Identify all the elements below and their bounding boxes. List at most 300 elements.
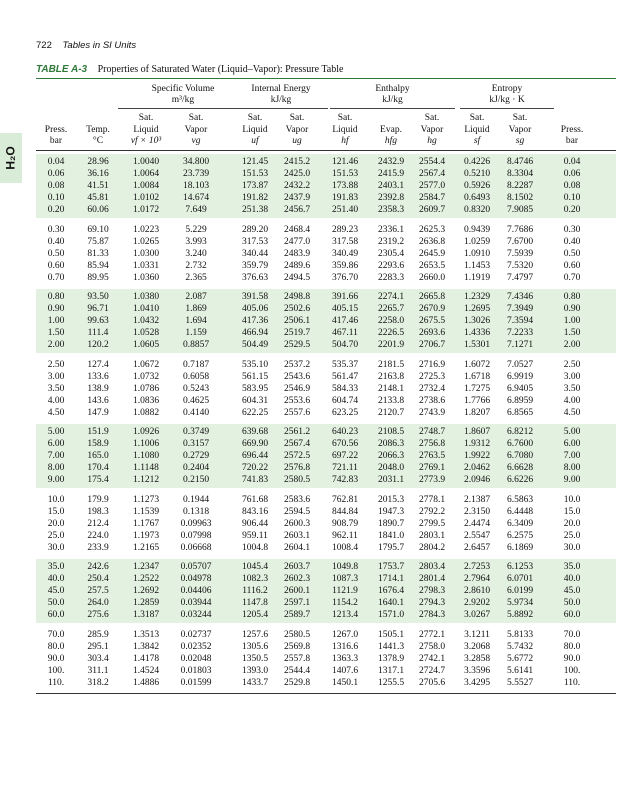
cell-temp: 198.3	[87, 506, 109, 517]
cell-press: 6.00	[47, 439, 65, 449]
cell-hfg: 2358.3	[377, 205, 405, 215]
cell-temp: 41.51	[87, 181, 109, 191]
cell-press-right: 25.0	[563, 530, 581, 541]
cell-vf: 1.0084	[132, 181, 160, 191]
cell-hf: 1154.2	[332, 598, 358, 608]
cell-vf: 1.0882	[132, 407, 160, 418]
cell-vf: 1.2692	[132, 586, 160, 596]
cell-ug: 2529.8	[283, 677, 311, 688]
cell-press-right: 110.	[563, 677, 581, 688]
cell-press-right: 40.0	[563, 574, 581, 584]
cell-temp: 143.6	[87, 395, 109, 406]
cell-hfg: 1317.1	[377, 665, 405, 676]
cell-vf: 1.0265	[132, 236, 160, 247]
cell-uf: 1004.8	[241, 542, 269, 553]
table-row	[36, 641, 616, 653]
cell-sf: 1.8607	[463, 427, 491, 437]
cell-vf: 1.4178	[132, 653, 160, 664]
col-head-line: Sat.	[138, 113, 154, 123]
cell-vf: 1.1212	[132, 475, 160, 485]
table-row	[36, 573, 616, 585]
cell-hg: 2693.6	[418, 328, 446, 338]
cell-vg: 0.05707	[180, 562, 212, 572]
cell-sf: 1.6718	[463, 371, 491, 382]
cell-hg: 2784.3	[418, 610, 446, 620]
cell-hg: 2567.4	[418, 169, 446, 179]
cell-vf: 1.0380	[132, 292, 160, 302]
cell-press: 4.50	[47, 407, 65, 418]
cell-press-right: 0.08	[563, 181, 581, 191]
cell-hg: 2794.3	[418, 598, 446, 608]
cell-ug: 2603.7	[283, 562, 311, 572]
cell-ug: 2529.5	[283, 340, 311, 350]
group-head-line: Internal Energy	[251, 84, 311, 94]
cell-vg: 0.8857	[182, 340, 210, 350]
cell-ug: 2583.6	[283, 494, 311, 505]
cell-press: 0.80	[47, 292, 65, 302]
cell-hfg: 1441.3	[377, 641, 405, 652]
cell-temp: 93.50	[87, 292, 109, 302]
cell-press: 0.70	[47, 272, 65, 283]
col-head-line: vg	[191, 136, 201, 146]
page-header	[36, 40, 136, 51]
cell-sg: 6.7600	[506, 439, 534, 449]
col-head-line: Liquid	[242, 124, 268, 135]
cell-sg: 7.2233	[506, 328, 534, 338]
col-head-line	[548, 113, 596, 125]
cell-temp: 224.0	[87, 530, 109, 541]
cell-vg: 0.01599	[180, 677, 212, 688]
cell-sg: 6.7080	[506, 451, 534, 461]
cell-vf: 1.1273	[132, 494, 160, 505]
cell-sg: 6.9919	[506, 371, 534, 382]
cell-press: 25.0	[47, 530, 65, 541]
cell-temp: 295.1	[87, 641, 109, 652]
table-row	[36, 494, 616, 506]
cell-sg: 5.9734	[506, 598, 534, 608]
cell-temp: 264.0	[87, 598, 109, 608]
cell-vg: 1.694	[185, 316, 207, 326]
cell-vg: 0.1944	[182, 494, 210, 505]
cell-sf: 1.9922	[463, 451, 491, 461]
cell-sg: 6.6628	[506, 463, 534, 473]
cell-hg: 2609.7	[418, 205, 446, 215]
cell-sg: 7.4797	[506, 272, 534, 283]
cell-sf: 2.3150	[463, 506, 491, 517]
table-caption	[36, 64, 343, 75]
cell-hfg: 1505.1	[377, 629, 405, 640]
cell-ug: 2543.6	[283, 371, 311, 382]
cell-sg: 7.6700	[506, 236, 534, 247]
cell-vg: 0.06668	[180, 542, 212, 553]
cell-hg: 2738.6	[418, 395, 446, 406]
cell-press-right: 80.0	[563, 641, 581, 652]
cell-hfg: 2226.5	[377, 328, 405, 338]
cell-press-right: 4.50	[563, 407, 581, 418]
cell-ug: 2557.6	[283, 407, 311, 418]
cell-hfg: 2163.8	[377, 371, 405, 382]
cell-press: 50.0	[47, 598, 65, 608]
cell-sf: 1.0259	[463, 236, 491, 247]
cell-press: 0.20	[47, 205, 65, 215]
col-head-line: Sat.	[512, 113, 528, 123]
cell-sf: 3.4295	[463, 677, 491, 688]
cell-sf: 3.0267	[463, 610, 491, 620]
cell-vg: 0.01803	[180, 665, 212, 676]
col-head-press	[32, 113, 80, 148]
table-row	[36, 395, 616, 407]
cell-uf: 504.49	[241, 340, 269, 350]
cell-hf: 721.11	[332, 463, 358, 473]
cell-press-right: 60.0	[563, 610, 581, 620]
table-row	[36, 677, 616, 689]
cell-press-right: 5.00	[563, 427, 581, 437]
cell-hfg: 1841.0	[377, 530, 405, 541]
cell-uf: 669.90	[241, 439, 269, 449]
cell-hg: 2742.1	[418, 653, 446, 664]
cell-hg: 2645.9	[418, 248, 446, 259]
cell-press: 0.40	[47, 236, 65, 247]
table-row	[36, 180, 616, 192]
cell-hfg: 1890.7	[377, 518, 405, 529]
cell-sf: 1.1919	[463, 272, 491, 283]
cell-temp: 212.4	[87, 518, 109, 529]
cell-vg: 0.2729	[182, 451, 210, 461]
cell-hf: 535.37	[331, 359, 359, 370]
cell-sg: 7.3949	[506, 304, 534, 314]
cell-hf: 1407.6	[331, 665, 359, 676]
col-head-line: Sat.	[337, 113, 353, 123]
cell-vf: 1.0605	[132, 340, 160, 350]
cell-ug: 2498.8	[283, 292, 311, 302]
cell-vg: 0.2404	[182, 463, 210, 473]
cell-vg: 2.365	[185, 272, 207, 283]
cell-uf: 1305.6	[241, 641, 269, 652]
cell-temp: 28.96	[87, 157, 109, 167]
cell-uf: 173.87	[241, 181, 269, 191]
cell-ug: 2425.0	[283, 169, 311, 179]
cell-sg: 7.5939	[506, 248, 534, 259]
table-row	[36, 653, 616, 665]
cell-hg: 2803.4	[418, 562, 446, 572]
cell-hg: 2803.1	[418, 530, 446, 541]
cell-press-right: 100.	[563, 665, 581, 676]
cell-temp: 165.0	[87, 451, 109, 461]
cell-ug: 2561.2	[283, 427, 311, 437]
cell-hfg: 2086.3	[377, 439, 405, 449]
cell-sf: 1.2695	[463, 304, 491, 314]
bottom-rule	[36, 693, 616, 694]
cell-sf: 2.7253	[463, 562, 491, 572]
col-head-line: Sat.	[247, 113, 263, 123]
table-row	[36, 192, 616, 204]
row-group	[36, 154, 616, 218]
cell-temp: 75.87	[87, 236, 109, 247]
cell-vg: 0.03244	[180, 610, 212, 620]
cell-press: 10.0	[47, 494, 65, 505]
cell-temp: 36.16	[87, 169, 109, 179]
cell-press-right: 30.0	[563, 542, 581, 553]
cell-uf: 1393.0	[241, 665, 269, 676]
cell-press-right: 0.60	[563, 260, 581, 271]
cell-vg: 0.04406	[180, 586, 212, 596]
table-row	[36, 665, 616, 677]
cell-ug: 2580.5	[283, 629, 311, 640]
group-head-specific-volume	[118, 84, 248, 106]
cell-uf: 741.83	[241, 475, 269, 485]
cell-vg: 1.159	[185, 328, 207, 338]
cell-hf: 1121.9	[332, 586, 358, 596]
cell-hf: 121.46	[331, 157, 359, 167]
cell-hg: 2625.3	[418, 224, 446, 235]
cell-sg: 8.4746	[506, 157, 534, 167]
group-head-units: kJ/kg · K	[489, 95, 525, 105]
cell-vf: 1.1080	[132, 451, 160, 461]
cell-sf: 0.5210	[463, 169, 491, 179]
cell-hf: 1008.4	[331, 542, 359, 553]
col-head-line: ug	[292, 136, 302, 146]
cell-uf: 622.25	[241, 407, 269, 418]
cell-hfg: 1753.7	[377, 562, 405, 572]
cell-ug: 2502.6	[283, 304, 311, 314]
col-head-line: uf	[251, 136, 259, 146]
cell-uf: 720.22	[241, 463, 269, 473]
cell-hg: 2724.7	[418, 665, 446, 676]
cell-press-right: 90.0	[563, 653, 581, 664]
cell-hfg: 1795.7	[377, 542, 405, 553]
cell-uf: 1082.3	[241, 574, 269, 584]
cell-hg: 2636.8	[418, 236, 446, 247]
group-head-enthalpy	[330, 84, 455, 106]
cell-vf: 1.0102	[132, 193, 160, 203]
cell-press: 20.0	[47, 518, 65, 529]
col-head-line: Press.	[44, 124, 68, 135]
cell-vg: 23.739	[182, 169, 210, 179]
cell-hg: 2758.0	[418, 641, 446, 652]
col-head-press-right	[548, 113, 596, 148]
cell-hg: 2653.5	[418, 260, 446, 271]
cell-ug: 2519.7	[283, 328, 311, 338]
side-label-text: H₂O	[4, 146, 18, 170]
cell-hf: 697.22	[331, 451, 359, 461]
cell-sg: 5.6772	[506, 653, 534, 664]
group-head-entropy	[460, 84, 554, 106]
cell-hg: 2763.5	[418, 451, 446, 461]
cell-ug: 2594.5	[283, 506, 311, 517]
cell-hfg: 2066.3	[377, 451, 405, 461]
cell-hg: 2705.6	[418, 677, 446, 688]
col-head-line: °C	[92, 136, 104, 146]
cell-sf: 1.1453	[463, 260, 491, 271]
cell-uf: 1350.5	[241, 653, 269, 664]
cell-temp: 158.9	[87, 439, 109, 449]
cell-press-right: 35.0	[563, 562, 581, 572]
table-row	[36, 236, 616, 248]
cell-vg: 0.07998	[180, 530, 212, 541]
cell-press-right: 9.00	[563, 475, 581, 485]
cell-press-right: 0.20	[563, 205, 581, 215]
cell-sg: 8.2287	[506, 181, 534, 191]
cell-sg: 5.8892	[506, 610, 534, 620]
cell-press: 100.	[47, 665, 65, 676]
cell-sg: 6.0701	[506, 574, 534, 584]
cell-hg: 2799.5	[418, 518, 446, 529]
cell-vf: 1.2859	[132, 598, 160, 608]
cell-uf: 121.45	[241, 157, 269, 167]
cell-ug: 2600.3	[283, 518, 311, 529]
cell-press-right: 6.00	[563, 439, 581, 449]
cell-hf: 391.66	[331, 292, 359, 302]
cell-hf: 908.79	[331, 518, 359, 529]
header-rule	[36, 150, 616, 151]
cell-temp: 111.4	[87, 328, 109, 338]
cell-press: 80.0	[47, 641, 65, 652]
cell-vg: 0.2150	[182, 475, 210, 485]
cell-hfg: 2108.5	[377, 427, 405, 437]
cell-press: 0.90	[47, 304, 65, 314]
group-head-line: Entropy	[491, 84, 523, 94]
cell-sg: 6.0199	[506, 586, 534, 596]
cell-sg: 5.8133	[506, 629, 534, 640]
cell-sf: 3.1211	[464, 629, 490, 640]
cell-press: 30.0	[47, 542, 65, 553]
cell-uf: 151.53	[241, 169, 269, 179]
cell-sg: 7.3594	[506, 316, 534, 326]
cell-temp: 147.9	[87, 407, 109, 418]
col-head-line: Evap.	[380, 124, 402, 135]
running-title: Tables in SI Units	[62, 40, 137, 51]
cell-hfg: 2048.0	[377, 463, 405, 473]
row-group	[36, 492, 616, 556]
page-number: 722	[36, 40, 52, 51]
cell-vg: 0.09963	[180, 518, 212, 529]
cell-hf: 359.86	[331, 260, 359, 271]
cell-uf: 1147.8	[242, 598, 268, 608]
cell-hf: 561.47	[331, 371, 359, 382]
cell-hfg: 2392.8	[377, 193, 405, 203]
cell-sg: 6.9405	[506, 383, 534, 394]
table-row	[36, 359, 616, 371]
cell-hfg: 2120.7	[377, 407, 405, 418]
table-row	[36, 506, 616, 518]
cell-sf: 1.2329	[463, 292, 491, 302]
col-head-line: bar	[49, 136, 63, 146]
cell-press-right: 45.0	[563, 586, 581, 596]
cell-sf: 0.8320	[463, 205, 491, 215]
cell-sf: 2.1387	[463, 494, 491, 505]
cell-press-right: 0.90	[563, 304, 581, 314]
col-head-line: sf	[473, 136, 481, 146]
cell-vf: 1.0528	[132, 328, 160, 338]
cell-temp: 45.81	[87, 193, 109, 203]
cell-ug: 2603.1	[283, 530, 311, 541]
cell-vf: 1.4524	[132, 665, 160, 676]
cell-sg: 8.1502	[506, 193, 534, 203]
cell-sg: 6.8212	[506, 427, 534, 437]
cell-uf: 191.82	[241, 193, 269, 203]
cell-uf: 340.44	[241, 248, 269, 259]
cell-sg: 7.9085	[506, 205, 534, 215]
cell-vg: 7.649	[185, 205, 207, 215]
cell-uf: 317.53	[241, 236, 269, 247]
cell-vf: 1.1006	[132, 439, 160, 449]
col-head-line: vf × 10³	[130, 136, 162, 146]
cell-temp: 175.4	[87, 475, 109, 485]
cell-sg: 5.7432	[506, 641, 534, 652]
cell-temp: 257.5	[87, 586, 109, 596]
table-row	[36, 530, 616, 542]
col-head-line: Sat.	[469, 113, 485, 123]
col-head-line: Liquid	[133, 124, 159, 135]
cell-hf: 504.70	[331, 340, 359, 350]
cell-vf: 1.0732	[132, 371, 160, 382]
cell-sf: 2.0462	[463, 463, 491, 473]
cell-press: 0.08	[47, 181, 65, 191]
cell-hfg: 2265.7	[377, 304, 405, 314]
cell-sf: 2.8610	[463, 586, 491, 596]
cell-ug: 2456.7	[283, 205, 311, 215]
cell-hf: 962.11	[332, 530, 358, 541]
cell-sf: 2.0946	[463, 475, 491, 485]
cell-temp: 69.10	[87, 224, 109, 235]
cell-uf: 535.10	[241, 359, 269, 370]
cell-hfg: 1255.5	[377, 677, 405, 688]
cell-vf: 1.0432	[132, 316, 160, 326]
cell-vg: 0.03944	[180, 598, 212, 608]
cell-hg: 2716.9	[418, 359, 446, 370]
cell-vg: 0.3749	[182, 427, 210, 437]
cell-press: 70.0	[47, 629, 65, 640]
cell-uf: 1045.4	[241, 562, 269, 572]
cell-uf: 376.63	[241, 272, 269, 283]
table-row	[36, 156, 616, 168]
table-row	[36, 383, 616, 395]
cell-sg: 7.5320	[506, 260, 534, 271]
cell-sf: 1.4336	[463, 328, 491, 338]
cell-sg: 5.5527	[506, 677, 534, 688]
row-group	[36, 357, 616, 421]
cell-hg: 2801.4	[418, 574, 446, 584]
cell-vf: 1.2165	[132, 542, 160, 553]
cell-press: 1.00	[47, 316, 65, 326]
group-head-units: m³/kg	[171, 95, 195, 105]
cell-hfg: 2181.5	[377, 359, 405, 370]
cell-hfg: 1676.4	[377, 586, 405, 596]
cell-temp: 133.6	[87, 371, 109, 382]
cell-ug: 2569.8	[283, 641, 311, 652]
cell-hfg: 2133.8	[377, 395, 405, 406]
cell-sf: 2.9202	[463, 598, 491, 608]
cell-uf: 417.36	[241, 316, 269, 326]
cell-press: 0.04	[47, 157, 65, 167]
cell-sf: 3.2858	[463, 653, 491, 664]
top-rule	[36, 78, 616, 79]
cell-ug: 2432.2	[283, 181, 311, 191]
table-row	[36, 339, 616, 351]
cell-press-right: 1.00	[563, 316, 581, 326]
cell-press-right: 10.0	[563, 494, 581, 505]
cell-hf: 640.23	[331, 427, 359, 437]
cell-hfg: 2432.9	[377, 157, 405, 167]
cell-press-right: 1.50	[563, 328, 581, 338]
cell-press: 3.00	[47, 371, 65, 382]
cell-temp: 96.71	[87, 304, 109, 314]
cell-vg: 0.02048	[180, 653, 212, 664]
cell-sg: 6.2575	[506, 530, 534, 541]
cell-temp: 99.63	[87, 316, 109, 326]
cell-sg: 6.4448	[506, 506, 534, 517]
col-head-hf	[319, 113, 371, 148]
